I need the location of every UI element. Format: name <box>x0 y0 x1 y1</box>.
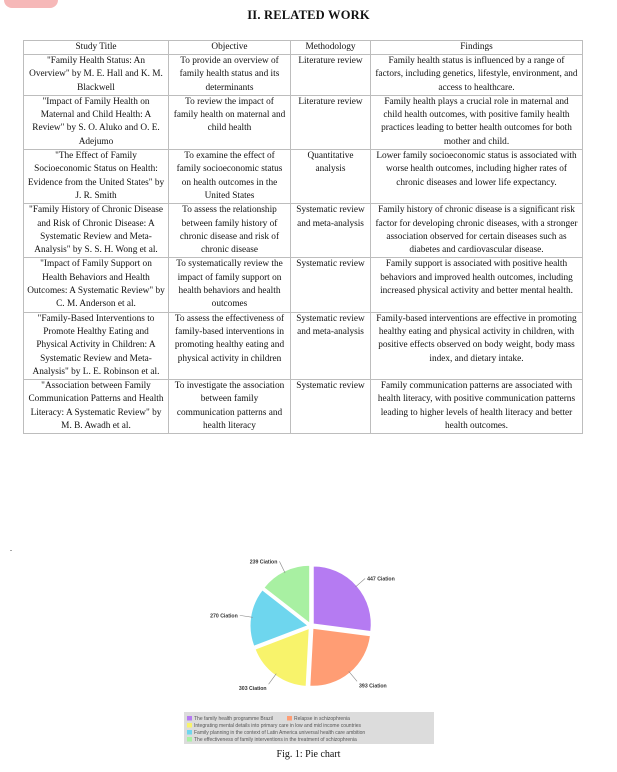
legend-swatch <box>187 723 192 728</box>
legend-label: Integrating mental details into primary care in low and mid income countries <box>194 723 362 730</box>
cell-methodology: Quantitative analysis <box>291 150 371 204</box>
header-methodology: Methodology <box>291 41 371 55</box>
cell-findings: Family-based interventions are effective in promoting healthy eating and physical activity in children, with positive effects observed on body weight, body mass index, and dietary intake. <box>371 312 583 379</box>
legend-swatch <box>187 716 192 721</box>
legend-label: The family health programme Brazil <box>194 716 273 723</box>
cell-findings: Family health status is influenced by a range of factors, including genetics, lifestyle, environment, and access to healthcare. <box>371 55 583 96</box>
figure-caption: Fig. 1: Pie chart <box>276 749 341 760</box>
cell-study-title: "Family-Based Interventions to Promote Healthy Eating and Physical Activity in Children: A Systematic Review and Meta-Analysis" by L. E. Robinson et al. <box>24 312 169 379</box>
legend-swatch <box>187 737 192 742</box>
legend-label: The effectiveness of family interventions in the treatment of schizophrenia <box>194 737 357 744</box>
cell-objective: To investigate the association between family communication patterns and health literacy <box>169 380 291 434</box>
table-row <box>24 95 583 149</box>
legend-label: Family planning in the context of Latin America universal health care ambition <box>194 730 366 737</box>
section-heading: II. RELATED WORK <box>247 8 370 22</box>
table-row <box>24 150 583 204</box>
pie-slice <box>310 628 371 686</box>
cell-study-title: "Association between Family Communication Patterns and Health Literacy: A Systematic Review" by M. B. Awadh et al. <box>24 380 169 434</box>
cell-methodology: Systematic review <box>291 258 371 312</box>
cell-study-title: "Family Health Status: An Overview" by M. E. Hall and K. M. Blackwell <box>24 55 169 96</box>
stray-dot-marker: . <box>10 544 12 553</box>
cell-objective: To review the impact of family health on maternal and child health <box>169 95 291 149</box>
cell-findings: Lower family socioeconomic status is associated with worse health outcomes, including higher rates of chronic diseases and lower life expectancy. <box>371 150 583 204</box>
header-objective: Objective <box>169 41 291 55</box>
cell-findings: Family support is associated with positive health behaviors and improved health outcomes, including increased physical activity and better mental health. <box>371 258 583 312</box>
cell-study-title: "Family History of Chronic Disease and Risk of Chronic Disease: A Systematic Review and Meta-Analysis" by S. S. H. Wong et al. <box>24 204 169 258</box>
legend-swatch <box>287 716 292 721</box>
pie-data-label: 239 Ciation <box>249 559 278 566</box>
cell-methodology: Literature review <box>291 95 371 149</box>
pie-leader-line <box>279 561 285 573</box>
cell-objective: To provide an overview of family health status and its determinants <box>169 55 291 96</box>
cell-methodology: Systematic review and meta-analysis <box>291 312 371 379</box>
pie-data-label: 270 Ciation <box>210 613 238 620</box>
cell-findings: Family history of chronic disease is a significant risk factor for developing chronic diseases, with a stronger association observed for certain diseases such as diabetes and cardiovascular disease. <box>371 204 583 258</box>
cell-study-title: "Impact of Family Support on Health Behaviors and Health Outcomes: A Systematic Review" by C. M. Anderson et al. <box>24 258 169 312</box>
cell-objective: To assess the effectiveness of family-based interventions in promoting healthy eating and physical activity in children <box>169 312 291 379</box>
pie-slice <box>313 566 371 631</box>
pie-data-label: 303 Ciation <box>238 686 267 693</box>
pie-leader-line <box>269 674 277 685</box>
pie-data-label: 447 Ciation <box>367 576 395 583</box>
cell-study-title: "The Effect of Family Socioeconomic Status on Health: Evidence from the United States" by J. R. Smith <box>24 150 169 204</box>
legend-label: Relapse in schizophrenia <box>294 716 350 723</box>
header-findings: Findings <box>371 41 583 55</box>
header-study-title: Study Title <box>24 41 169 55</box>
table-row <box>24 380 583 434</box>
table-row <box>24 258 583 312</box>
cell-study-title: "Impact of Family Health on Maternal and Child Health: A Review" by S. O. Aluko and O. E. Adejumo <box>24 95 169 149</box>
table-row <box>24 204 583 258</box>
pie-leader-line <box>355 578 365 587</box>
cell-findings: Family communication patterns are associated with health literacy, with positive communication patterns leading to higher levels of health literacy and better health outcomes. <box>371 380 583 434</box>
table-header-row <box>24 41 583 55</box>
cell-objective: To assess the relationship between family history of chronic disease and risk of chronic disease <box>169 204 291 258</box>
legend-swatch <box>187 730 192 735</box>
cell-methodology: Systematic review and meta-analysis <box>291 204 371 258</box>
pie-leader-line <box>349 671 357 681</box>
pie-chart <box>180 548 438 754</box>
pie-slices-group <box>250 565 371 686</box>
cell-objective: To examine the effect of family socioeconomic status on health outcomes in the United States <box>169 150 291 204</box>
cell-methodology: Literature review <box>291 55 371 96</box>
table-row <box>24 55 583 96</box>
header-corner-mark <box>4 0 58 8</box>
pie-legend <box>184 712 434 744</box>
cell-findings: Family health plays a crucial role in maternal and child health outcomes, with positive family health practices leading to better health outcomes for both mother and child. <box>371 95 583 149</box>
cell-methodology: Systematic review <box>291 380 371 434</box>
related-work-table <box>23 40 583 434</box>
cell-objective: To systematically review the impact of family support on health behaviors and health outcomes <box>169 258 291 312</box>
table-row <box>24 312 583 379</box>
pie-data-label: 393 Ciation <box>359 683 387 690</box>
